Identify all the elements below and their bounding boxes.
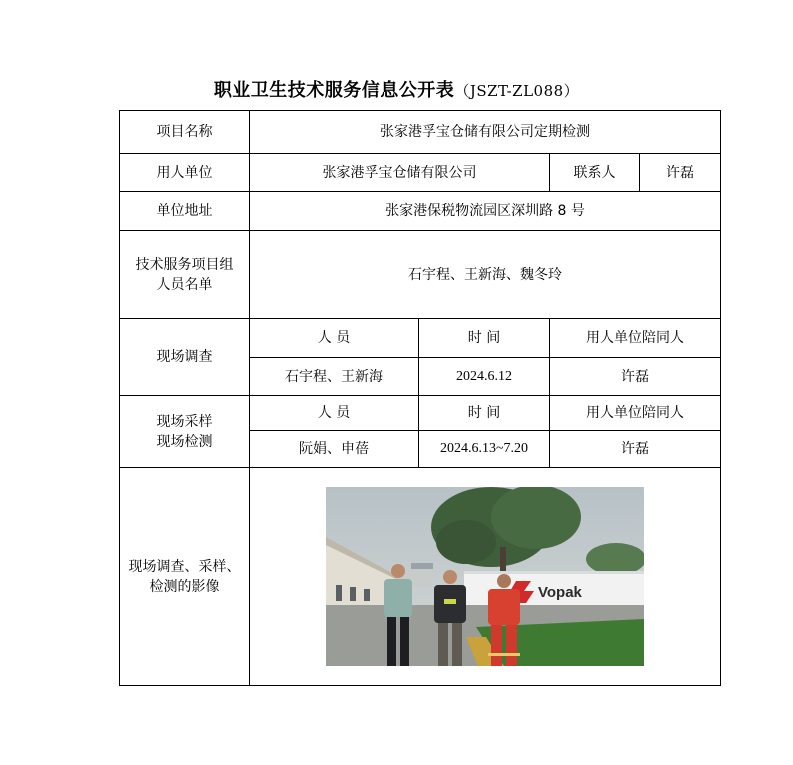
row-survey-header xyxy=(120,319,721,358)
row-address xyxy=(120,192,721,231)
survey-time: 2024.6.12 xyxy=(419,358,550,396)
survey-label: 现场调查 xyxy=(120,319,250,396)
row-images xyxy=(120,468,721,686)
survey-companion: 许磊 xyxy=(550,358,721,396)
contact-label: 联系人 xyxy=(550,154,640,192)
page-title xyxy=(0,76,793,102)
vopak-sign-text: Vopak xyxy=(538,584,582,601)
info-table xyxy=(119,110,721,686)
team-value: 石宇程、王新海、魏冬玲 xyxy=(250,231,721,319)
title-main: 职业卫生技术服务信息公开表 xyxy=(213,80,455,101)
site-photo xyxy=(326,487,644,666)
sampling-companion: 许磊 xyxy=(550,431,721,468)
sampling-time: 2024.6.13~7.20 xyxy=(419,431,550,468)
employer-value: 张家港孚宝仓储有限公司 xyxy=(250,154,550,192)
sampling-label: 现场采样现场检测 xyxy=(120,396,250,468)
project-name-value: 张家港孚宝仓储有限公司定期检测 xyxy=(250,111,721,154)
row-employer xyxy=(120,154,721,192)
row-sampling-header xyxy=(120,396,721,431)
address-value: 张家港保税物流园区深圳路 8 号 xyxy=(250,192,721,231)
survey-header-time: 时 间 xyxy=(419,319,550,358)
project-name-label: 项目名称 xyxy=(120,111,250,154)
images-cell xyxy=(250,468,721,686)
survey-header-people: 人 员 xyxy=(250,319,419,358)
sampling-people: 阮娟、申蓓 xyxy=(250,431,419,468)
sampling-header-companion: 用人单位陪同人 xyxy=(550,396,721,431)
row-project-name xyxy=(120,111,721,154)
sampling-header-people: 人 员 xyxy=(250,396,419,431)
survey-header-companion: 用人单位陪同人 xyxy=(550,319,721,358)
contact-value: 许磊 xyxy=(640,154,721,192)
row-team xyxy=(120,231,721,319)
employer-label: 用人单位 xyxy=(120,154,250,192)
survey-people: 石宇程、王新海 xyxy=(250,358,419,396)
sampling-header-time: 时 间 xyxy=(419,396,550,431)
team-label: 技术服务项目组人员名单 xyxy=(120,231,250,319)
images-label: 现场调查、采样、检测的影像 xyxy=(120,468,250,686)
address-label: 单位地址 xyxy=(120,192,250,231)
title-code: （JSZT-ZL088） xyxy=(454,82,580,100)
